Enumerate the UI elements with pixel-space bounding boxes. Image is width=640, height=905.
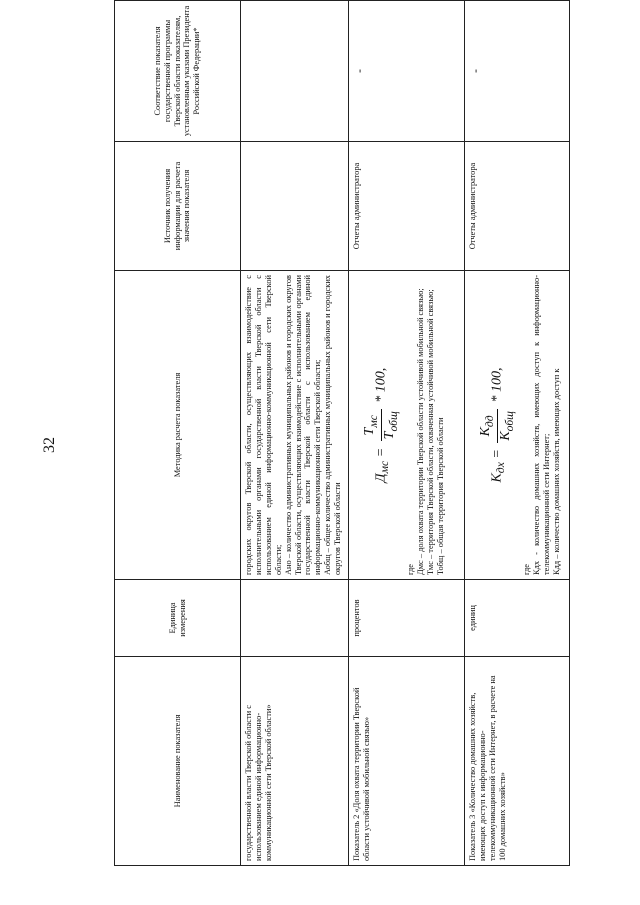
row3-method-line: Кдх - количество домашних хозяйств, имеющих доступ к информационно-телекоммуникационной сети Интернет; xyxy=(532,275,551,575)
row1-compliance xyxy=(241,1,349,142)
page-number: 32 xyxy=(41,437,58,453)
row3-fraction: $К_{дд}$ $К_{общ}$ xyxy=(478,411,516,441)
row2-method-line: Тмс – территория Тверской области, охваченная устойчивой мобильной связью; xyxy=(425,289,435,575)
header-compliance: Соответствие показателя государственной программы Тверской области показателям, установленным указами Президента Российской Федерации* xyxy=(115,1,241,142)
row2-where: где xyxy=(406,564,416,575)
header-unit: Единица измерения xyxy=(115,580,241,657)
row2-unit: процентов xyxy=(349,580,465,657)
row3-where: где xyxy=(522,564,532,575)
row1-method-line: городских округов Тверской области, осуществляющих взаимодействие с исполнительными органами государственной власти Тверской области с использованием единой информационно-коммуникационной сети Тверской области; xyxy=(244,275,283,575)
row1-method-line: Ано – количество административных муниципальных районов и городских округов Тверской области, осуществляющих взаимодействие с исполнительными органами государственной власти Тверской области с использованием единой информационно-коммуникационной сети Тверской области; xyxy=(283,275,323,575)
row3-formula: $К_{дх}$ = $К_{дд}$ $К_{общ}$ * 100, xyxy=(478,367,516,483)
row2-method xyxy=(349,271,465,580)
table-header-row xyxy=(115,1,241,866)
row1-name: государственной власти Тверской области с использованием единой информационно-коммуникационной сети Тверской области» xyxy=(241,657,349,866)
row2-compliance: - xyxy=(349,1,465,142)
row3-source: Отчеты администратора xyxy=(465,142,570,271)
row1-unit xyxy=(241,580,349,657)
row2-method-line: Тобщ – общая территория Тверской области xyxy=(435,417,445,575)
rotated-table-container xyxy=(114,5,569,866)
row3-method-line: Кдд – количество домашних хозяйств, имеющих доступ к xyxy=(551,368,561,575)
row2-formula: $Д_{мс}$ = $Т_{мс}$ $Т_{общ}$ * 100, xyxy=(362,367,400,483)
table-row xyxy=(465,1,570,866)
row2-method-line: Дмс – доля охвата территории Тверской области устойчивой мобильной связью; xyxy=(416,288,426,575)
row3-name: Показатель 3 «Количество домашних хозяйств, имеющих доступ к информационно-телекоммуникационной сети Интернет, в расчете на 100 домашних хозяйств» xyxy=(465,657,570,866)
row2-source: Отчеты администратора xyxy=(349,142,465,271)
row1-source xyxy=(241,142,349,271)
row1-method-line: Аобщ – общее количество административных муниципальных районов и городских округов Тверской области xyxy=(323,275,343,575)
row3-unit: единиц xyxy=(465,580,570,657)
row3-compliance: - xyxy=(465,1,570,142)
row2-fraction: $Т_{мс}$ $Т_{общ}$ xyxy=(362,411,400,440)
row1-method xyxy=(241,271,349,580)
table-row xyxy=(349,1,465,866)
row2-name: Показатель 2 «Доля охвата территории Тверской области устойчивой мобильной связью» xyxy=(349,657,465,866)
header-method: Методика расчета показателя xyxy=(115,271,241,580)
row3-method xyxy=(465,271,570,580)
table-row xyxy=(241,1,349,866)
header-name: Наименование показателя xyxy=(115,657,241,866)
indicators-table xyxy=(114,0,570,866)
header-source: Источник получения информации для расчета значения показателя xyxy=(115,142,241,271)
